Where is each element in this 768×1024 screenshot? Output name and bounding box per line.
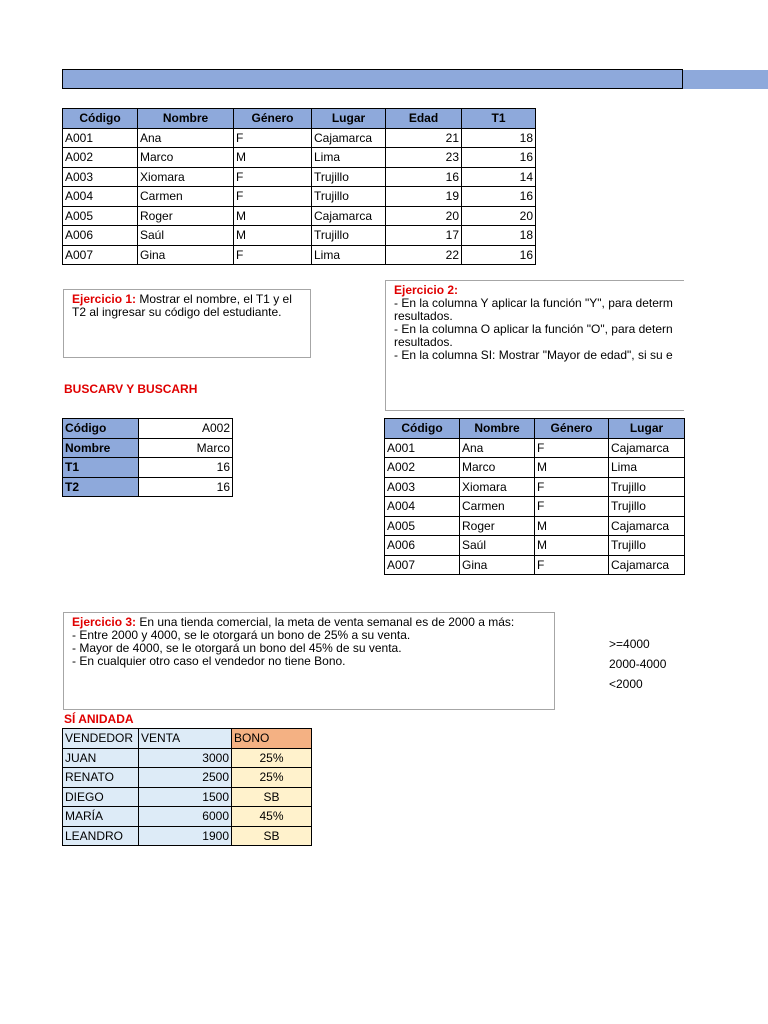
ejercicio-3-label: Ejercicio 3: (72, 615, 137, 629)
cell[interactable]: A006 (385, 536, 460, 556)
ejercicio-2-line: - En la columna SI: Mostrar "Mayor de edad", si su e (394, 348, 673, 362)
ranges-legend (609, 634, 666, 694)
cell[interactable]: JUAN (63, 748, 139, 768)
cell[interactable]: 25% (232, 768, 312, 788)
range-item: 2000-4000 (609, 657, 667, 671)
cell[interactable]: Trujillo (312, 167, 386, 187)
column-header: Código (385, 419, 460, 439)
table-row (63, 167, 536, 187)
column-header: T1 (462, 109, 536, 129)
table-row (63, 128, 536, 148)
lookup-row (63, 419, 233, 439)
cell[interactable]: LEANDRO (63, 826, 139, 846)
cell[interactable]: 16 (462, 148, 536, 168)
cell[interactable]: F (234, 128, 312, 148)
range-item: <2000 (609, 677, 643, 691)
cell[interactable]: F (234, 245, 312, 265)
column-header: Edad (386, 109, 462, 129)
column-header: BONO (232, 729, 312, 749)
cell[interactable]: SB (232, 826, 312, 846)
cell[interactable]: 1900 (139, 826, 232, 846)
cell[interactable]: A003 (63, 167, 138, 187)
cell[interactable]: M (535, 516, 609, 536)
cell[interactable]: Trujillo (312, 226, 386, 246)
cell[interactable]: 16 (462, 245, 536, 265)
cell[interactable]: 20 (386, 206, 462, 226)
ejercicio-1-label: Ejercicio 1: (72, 292, 137, 306)
title-band-extension (683, 70, 768, 89)
cell[interactable]: A001 (385, 438, 460, 458)
cell[interactable]: 16 (462, 187, 536, 207)
cell[interactable]: 21 (386, 128, 462, 148)
column-header: Género (535, 419, 609, 439)
ejercicio-3-rule: - Mayor de 4000, se le otorgará un bono del 45% de su venta. (72, 641, 402, 655)
students-table-2 (384, 418, 685, 575)
cell[interactable]: A004 (63, 187, 138, 207)
table-row (63, 768, 312, 788)
table-row (385, 458, 685, 478)
table-row (63, 206, 536, 226)
cell[interactable]: Gina (138, 245, 234, 265)
cell[interactable]: 3000 (139, 748, 232, 768)
cell[interactable]: M (234, 148, 312, 168)
column-header: Lugar (609, 419, 685, 439)
lookup-table (62, 418, 233, 497)
ejercicio-2-line: resultados. (394, 335, 453, 349)
lookup-value[interactable]: 16 (139, 477, 233, 497)
cell[interactable]: M (234, 226, 312, 246)
cell[interactable]: Cajamarca (312, 206, 386, 226)
lookup-value-input[interactable]: A002 (139, 419, 233, 439)
cell[interactable]: MARÍA (63, 807, 139, 827)
cell[interactable]: RENATO (63, 768, 139, 788)
cell[interactable]: Trujillo (609, 497, 685, 517)
lookup-value[interactable]: 16 (139, 458, 233, 478)
table-row (63, 245, 536, 265)
table-row (63, 807, 312, 827)
lookup-row (63, 477, 233, 497)
cell[interactable]: Marco (460, 458, 535, 478)
cell[interactable]: 18 (462, 226, 536, 246)
cell[interactable]: Trujillo (609, 536, 685, 556)
cell[interactable]: A002 (385, 458, 460, 478)
cell[interactable]: Cajamarca (609, 438, 685, 458)
lookup-key: Código (63, 419, 139, 439)
cell[interactable]: 22 (386, 245, 462, 265)
cell[interactable]: A006 (63, 226, 138, 246)
table-row (385, 536, 685, 556)
cell[interactable]: A004 (385, 497, 460, 517)
table-row (63, 748, 312, 768)
title-band (62, 69, 683, 89)
table-header-row (385, 419, 685, 439)
cell[interactable]: A005 (63, 206, 138, 226)
ejercicio-1-text: Mostrar el nombre, el T1 y el (136, 292, 292, 306)
cell[interactable]: 6000 (139, 807, 232, 827)
cell[interactable]: Roger (460, 516, 535, 536)
cell[interactable]: 18 (462, 128, 536, 148)
table-row (63, 148, 536, 168)
cell[interactable]: M (535, 458, 609, 478)
table-row (385, 438, 685, 458)
cell[interactable]: 2500 (139, 768, 232, 788)
cell[interactable]: 19 (386, 187, 462, 207)
cell[interactable]: Ana (460, 438, 535, 458)
cell[interactable]: F (234, 187, 312, 207)
cell[interactable]: Lima (312, 245, 386, 265)
cell[interactable]: Cajamarca (312, 128, 386, 148)
cell[interactable]: F (234, 167, 312, 187)
cell[interactable]: 17 (386, 226, 462, 246)
cell[interactable]: Cajamarca (609, 555, 685, 575)
table-header-row (63, 729, 312, 749)
cell[interactable]: A002 (63, 148, 138, 168)
column-header: Código (63, 109, 138, 129)
cell[interactable]: Roger (138, 206, 234, 226)
lookup-key: T1 (63, 458, 139, 478)
si-anidada-label: SÍ ANIDADA (64, 712, 134, 726)
cell[interactable]: F (535, 477, 609, 497)
cell[interactable]: Carmen (138, 187, 234, 207)
table-row (63, 226, 536, 246)
cell[interactable]: F (535, 555, 609, 575)
column-header: Nombre (460, 419, 535, 439)
ejercicio-2-line: resultados. (394, 309, 453, 323)
table-row (63, 787, 312, 807)
cell[interactable]: 1500 (139, 787, 232, 807)
ejercicio-1-text-line2: T2 al ingresar su código del estudiante. (72, 305, 282, 319)
cell[interactable]: Saúl (460, 536, 535, 556)
table-row (385, 555, 685, 575)
table-row (63, 187, 536, 207)
cell[interactable]: Xiomara (138, 167, 234, 187)
cell[interactable]: F (535, 497, 609, 517)
cell[interactable]: Carmen (460, 497, 535, 517)
cell[interactable]: A003 (385, 477, 460, 497)
cell[interactable]: Lima (312, 148, 386, 168)
cell[interactable]: A005 (385, 516, 460, 536)
cell[interactable]: A007 (385, 555, 460, 575)
column-header: Género (234, 109, 312, 129)
cell[interactable]: Ana (138, 128, 234, 148)
cell[interactable]: Marco (138, 148, 234, 168)
table-row (385, 497, 685, 517)
buscar-section-label: BUSCARV Y BUSCARH (64, 382, 198, 396)
cell[interactable]: Xiomara (460, 477, 535, 497)
cell[interactable]: A001 (63, 128, 138, 148)
cell[interactable]: 14 (462, 167, 536, 187)
table-row (385, 516, 685, 536)
ejercicio-3-text: En una tienda comercial, la meta de venta semanal es de 2000 a más: (136, 615, 515, 629)
column-header: VENDEDOR (63, 729, 139, 749)
cell[interactable]: 16 (386, 167, 462, 187)
ejercicio-1-box (63, 289, 311, 358)
ejercicio-2-line: - En la columna O aplicar la función "O", para detern (394, 322, 673, 336)
lookup-value[interactable]: Marco (139, 438, 233, 458)
ejercicio-2-line: - En la columna Y aplicar la función "Y", para determ (394, 296, 673, 310)
cell[interactable]: Lima (609, 458, 685, 478)
ejercicio-3-rule: - Entre 2000 y 4000, se le otorgará un bono de 25% a su venta. (72, 628, 411, 642)
cell[interactable]: Cajamarca (609, 516, 685, 536)
lookup-key: Nombre (63, 438, 139, 458)
cell[interactable]: M (234, 206, 312, 226)
table-header-row (63, 109, 536, 129)
ejercicio-3-box (63, 612, 555, 710)
cell[interactable]: DIEGO (63, 787, 139, 807)
table-row (63, 826, 312, 846)
cell[interactable]: M (535, 536, 609, 556)
cell[interactable]: A007 (63, 245, 138, 265)
ejercicio-2-box (385, 280, 684, 411)
cell[interactable]: F (535, 438, 609, 458)
bonus-table (62, 728, 312, 846)
range-item: >=4000 (609, 637, 650, 651)
cell[interactable]: SB (232, 787, 312, 807)
cell[interactable]: 20 (462, 206, 536, 226)
column-header: Nombre (138, 109, 234, 129)
cell[interactable]: Trujillo (312, 187, 386, 207)
column-header: VENTA (139, 729, 232, 749)
cell[interactable]: Gina (460, 555, 535, 575)
students-table (62, 108, 536, 265)
ejercicio-3-rule: - En cualquier otro caso el vendedor no tiene Bono. (72, 654, 346, 668)
lookup-key: T2 (63, 477, 139, 497)
lookup-row (63, 438, 233, 458)
cell[interactable]: 23 (386, 148, 462, 168)
cell[interactable]: 45% (232, 807, 312, 827)
lookup-row (63, 458, 233, 478)
ejercicio-2-label: Ejercicio 2: (394, 283, 459, 297)
cell[interactable]: Trujillo (609, 477, 685, 497)
cell[interactable]: Saúl (138, 226, 234, 246)
cell[interactable]: 25% (232, 748, 312, 768)
table-row (385, 477, 685, 497)
column-header: Lugar (312, 109, 386, 129)
